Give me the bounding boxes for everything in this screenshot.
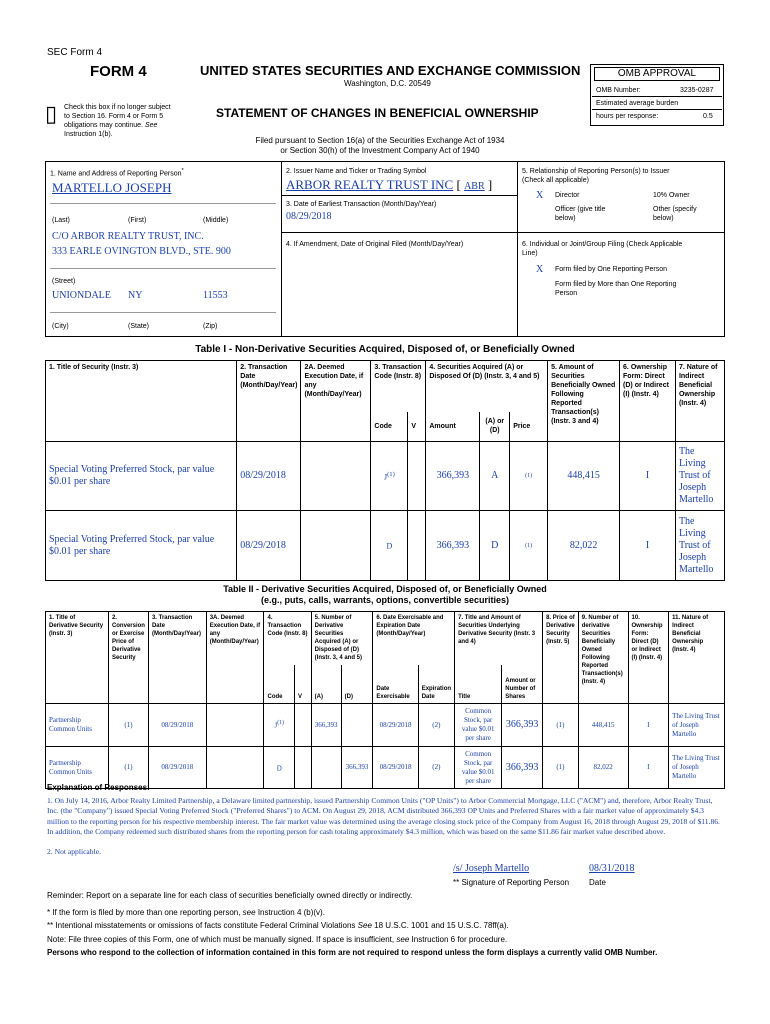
commission-title: UNITED STATES SECURITIES AND EXCHANGE COMMISSION [200,63,581,78]
t1-r1-aord: A [480,442,510,511]
footnote-2: ** Intentional misstatements or omissions of facts constitute Federal Criminal Violations See 18 U.S.C. 1001 and 15 U.S.C. 78ff(a). [47,921,509,930]
t2-title: Title [455,665,502,704]
signature-date: 08/31/2018 [589,863,635,874]
t2-h3: 3. Transaction Date (Month/Day/Year) [148,612,206,704]
t2-r1-owned: 448,415 [578,704,628,747]
other-label: Other (specify below) [653,206,697,222]
owner10-label: 10% Owner [653,192,690,199]
t1-aord: (A) or (D) [480,412,510,442]
t1-r1-code: $J^{(1)}$ [371,442,408,511]
omb-hours-label: hours per response: [596,113,659,120]
address-line-1: C/O ARBOR REALTY TRUST, INC. [52,231,204,242]
t1-h6: 6. Ownership Form: Direct (D) or Indirect (I) (Instr. 4) [620,361,676,442]
omb-hours-value: 0.5 [703,113,713,120]
t2-r1-nature: The Living Trust of Joseph Martello [669,704,725,747]
table1-title: Table I - Non-Derivative Securities Acquired, Disposed of, or Beneficially Owned [195,344,575,355]
state-value: NY [128,290,143,301]
last-label: (Last) [52,217,70,224]
state-label: (State) [128,323,150,330]
t2-code: Code [264,665,295,704]
t2-date-ex: Date Exercisable [373,665,418,704]
t2-h6: 6. Date Exercisable and Expiration Date (Month/Day/Year) [373,612,455,665]
t1-r2-date: 08/29/2018 [237,511,301,581]
city-label: (City) [52,323,69,330]
t2-h8: 8. Price of Derivative Security (Instr. 5) [543,612,579,704]
one-person-check: X [536,264,544,275]
t2-d: (D) [341,665,373,704]
issuer-name: ARBOR REALTY TRUST INC [ ABR ] [286,177,493,192]
sec-form-label: SEC Form 4 [47,47,103,58]
earliest-transaction-date: 08/29/2018 [286,211,332,222]
t1-row-2 [46,511,725,581]
street-label: (Street) [52,278,76,285]
t1-r1-date: 08/29/2018 [237,442,301,511]
t2-r1-title: Partnership Common Units [46,704,109,747]
t2-r2-form: I [628,747,669,789]
t2-r2-d: 366,393 [341,747,373,789]
officer-label: Officer (give title below) [555,206,606,222]
footnote-3: Note: File three copies of this Form, one of which must be manually signed. If space is insufficient, see Instruction 6 for procedure. [47,935,508,944]
t2-r2-owned: 82,022 [578,747,628,789]
t2-r1-code: $J^{(1)}$ [264,704,295,747]
t1-r1-price: (1) [510,442,548,511]
address-line-2: 333 EARLE OVINGTON BLVD., STE. 900 [52,246,231,257]
omb-number-value: 3235-0287 [680,87,714,94]
t2-r2-title: Partnership Common Units [46,747,109,789]
t1-row-1 [46,442,725,511]
t1-h4: 4. Securities Acquired (A) or Disposed Of (D) (Instr. 3, 4 and 5) [426,361,548,412]
t1-h3: 3. Transaction Code (Instr. 8) [371,361,426,412]
t1-r2-price: (1) [510,511,548,581]
t1-r1-title: Special Voting Preferred Stock, par value $0.01 per share [46,442,237,511]
table2 [45,611,725,789]
t1-r2-owned: 82,022 [548,511,620,581]
t2-r1-price: (1) [543,704,579,747]
t2-r2-date: 08/29/2018 [148,747,206,789]
t1-r2-amount: 366,393 [426,511,480,581]
city-value: UNIONDALE [52,290,111,301]
checkbox-text: Check this box if no longer subject to Section 16. Form 4 or Form 5 obligations may continue. See Instruction 1(b). [64,104,171,138]
omb-number-label: OMB Number: [596,87,641,94]
t1-r2-aord: D [480,511,510,581]
t2-h11: 11. Nature of Indirect Beneficial Ownership (Instr. 4) [669,612,725,704]
explanation-note-2: 2. Not applicable. [47,847,101,856]
table2-title: Table II - Derivative Securities Acquired, Disposed of, or Beneficially Owned (e.g., puts, calls, warrants, options, convertible securities) [223,584,547,605]
box1-label: 1. Name and Address of Reporting Person* [50,168,184,178]
t2-h10: 10. Ownership Form: Direct (D) or Indirect (I) (Instr. 4) [628,612,669,704]
t2-exp: Expiration Date [418,665,454,704]
box4-label: 4. If Amendment, Date of Original Filed (Month/Day/Year) [286,241,464,248]
filed-pursuant: Filed pursuant to Section 16(a) of the Securities Exchange Act of 1934 or Section 30(h) of the Investment Company Act of 1940 [255,136,505,155]
zip-value: 11553 [203,290,228,301]
signature: /s/ Joseph Martello [453,863,530,874]
t2-row-1 [46,704,725,747]
t2-h9: 9. Number of derivative Securities Beneficially Owned Following Reported Transaction(s) (Instr. 4) [578,612,628,704]
middle-label: (Middle) [203,217,229,224]
omb-notice: Persons who respond to the collection of information contained in this form are not required to respond unless the form displays a currently valid OMB Number. [47,948,658,957]
table1 [45,360,725,581]
t1-r1-nature: The Living Trust of Joseph Martello [675,442,724,511]
t2-r2-conv: (1) [108,747,148,789]
reminder-text: Reminder: Report on a separate line for each class of securities beneficially owned directly or indirectly. [47,891,413,900]
t1-amount: Amount [426,412,480,442]
t1-h5: 5. Amount of Securities Beneficially Owned Following Reported Transaction(s) (Instr. 3 and 4) [548,361,620,442]
explanation-note-1: 1. On July 14, 2016, Arbor Realty Limited Partnership, a Delaware limited partnership, issued Partnership Common Units ("OP Units") to Arbor Commercial Mortgage, LLC ("ACM") and, therefore, Arbor Realty Trust, Inc. (the "Company") issued Special Voting Preferred Stock ("Preferred Shares") to ACM. On August 29, 2018, ACM distributed 366,393 OP Units and Preferred Shares with a fair market value of approximately $4.3 million to the reporting person for his respective membership interest. The fair market value was determined using the average closing stock price of the Company from August 16, 2018 through August 29, 2018 of $11.86. In addition, the Company redeemed such distributed shares from the reporting person for cash totaling approximately $4.3 million, which was based on the same $11.86 fair market value described above. [47,796,720,837]
t1-h2: 2. Transaction Date (Month/Day/Year) [237,361,301,442]
t1-code: Code [371,412,408,442]
t1-h7: 7. Nature of Indirect Beneficial Ownership (Instr. 4) [675,361,724,442]
t1-r1-amount: 366,393 [426,442,480,511]
t1-r2-title: Special Voting Preferred Stock, par value $0.01 per share [46,511,237,581]
box2-label: 2. Issuer Name and Ticker or Trading Symbol [286,168,427,175]
t2-r1-date-ex: 08/29/2018 [373,704,418,747]
t2-r2-code: D [264,747,295,789]
box5-label: 5. Relationship of Reporting Person(s) to Issuer (Check all applicable) [522,168,670,184]
reporting-person-name[interactable]: MARTELLO JOSEPH [52,180,172,195]
t2-r1-a: 366,393 [311,704,341,747]
more-persons-label: Form filed by More than One Reporting Person [555,281,677,297]
t2-r2-shares: 366,393 [502,747,543,789]
t2-h1: 1. Title of Derivative Security (Instr. 3) [46,612,109,704]
t2-h2: 2. Conversion or Exercise Price of Derivative Security [108,612,148,704]
commission-location: Washington, D.C. 20549 [344,79,431,88]
t2-r1-exp: (2) [418,704,454,747]
t2-r1-conv: (1) [108,704,148,747]
date-label: Date [589,878,606,887]
director-check: X [536,190,544,201]
box3-label: 3. Date of Earliest Transaction (Month/Day/Year) [286,201,437,208]
t1-v: V [408,412,426,442]
form-number: FORM 4 [90,63,147,80]
zip-label: (Zip) [203,323,218,330]
t2-shares: Amount or Number of Shares [502,665,543,704]
box6-label: 6. Individual or Joint/Group Filing (Check Applicable Line) [522,241,683,257]
omb-title: OMB APPROVAL [594,67,720,81]
checkbox-icon[interactable]: ▯ [45,101,58,126]
signature-label: ** Signature of Reporting Person [453,878,570,887]
t2-h3a: 3A. Deemed Execution Date, if any (Month/Day/Year) [206,612,264,704]
director-label: Director [555,192,580,199]
t2-r1-shares: 366,393 [502,704,543,747]
t2-r2-a [311,747,341,789]
t2-r1-date: 08/29/2018 [148,704,206,747]
t1-r1-owned: 448,415 [548,442,620,511]
t2-r1-utitle: Common Stock, par value $0.01 per share [455,704,502,747]
t2-r1-form: I [628,704,669,747]
t2-h4: 4. Transaction Code (Instr. 8) [264,612,311,665]
t2-r2-exp: (2) [418,747,454,789]
t1-price: Price [510,412,548,442]
t2-r2-date-ex: 08/29/2018 [373,747,418,789]
t2-r1-d [341,704,373,747]
t2-r2-utitle: Common Stock, par value $0.01 per share [455,747,502,789]
omb-burden-label: Estimated average burden [596,100,679,107]
t1-r2-form: I [620,511,676,581]
t2-a: (A) [311,665,341,704]
one-person-label: Form filed by One Reporting Person [555,266,668,273]
explanation-title: Explanation of Responses: [47,783,150,792]
footnote-1: * If the form is filed by more than one reporting person, see Instruction 4 (b)(v). [47,908,325,917]
t1-h2a: 2A. Deemed Execution Date, if any (Month/Day/Year) [301,361,371,442]
t2-v: V [294,665,311,704]
t2-h5: 5. Number of Derivative Securities Acquired (A) or Disposed of (D) (Instr. 3, 4 and 5) [311,612,373,665]
statement-title: STATEMENT OF CHANGES IN BENEFICIAL OWNERSHIP [216,106,539,120]
t1-r2-code: D [371,511,408,581]
t1-r1-form: I [620,442,676,511]
t1-h1: 1. Title of Security (Instr. 3) [46,361,237,442]
t2-r2-price: (1) [543,747,579,789]
t1-r2-nature: The Living Trust of Joseph Martello [675,511,724,581]
t2-r2-nature: The Living Trust of Joseph Martello [669,747,725,789]
first-label: (First) [128,217,147,224]
t2-h7: 7. Title and Amount of Securities Underlying Derivative Security (Instr. 3 and 4) [455,612,543,665]
